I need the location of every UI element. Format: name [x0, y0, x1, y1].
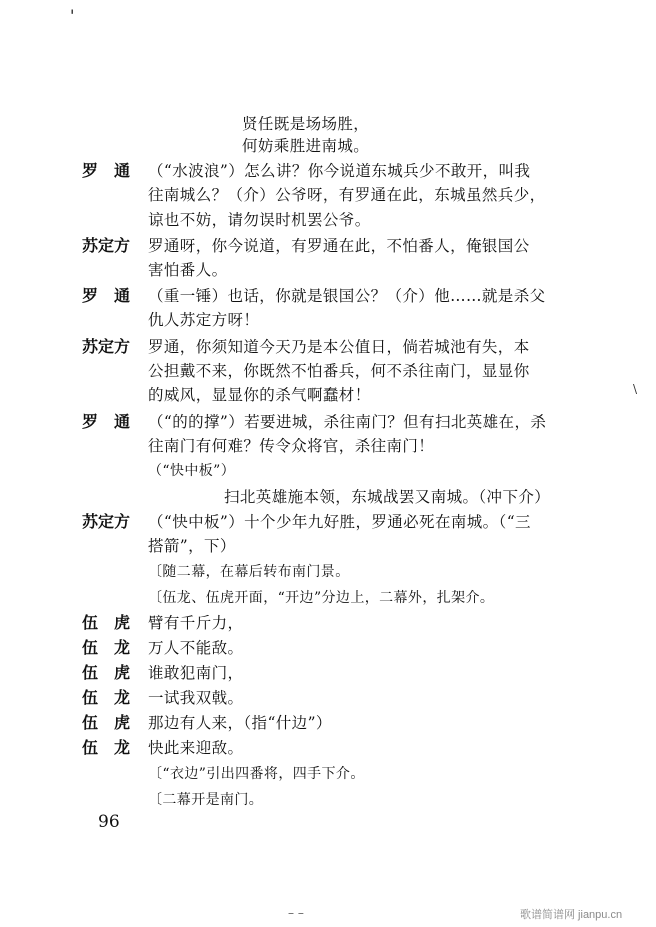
stage-direction: 〔随二幕，在幕后转布南门景。	[148, 564, 350, 580]
dialogue-line: 往南门有何难？传令众将官，杀往南门！	[148, 437, 435, 455]
dialogue-line: 谁敢犯南门，	[148, 664, 244, 682]
speaker-name: 伍 龙	[82, 638, 131, 657]
dialogue-line: （“快中板”）十个少年九好胜，罗通必死在南城。（“三	[148, 513, 531, 531]
stage-direction: 〔二幕开是南门。	[148, 792, 264, 808]
speaker-name: 伍 虎	[82, 613, 131, 632]
dialogue-line: 害怕番人。	[148, 261, 228, 279]
dialogue-line: 仇人苏定方呀！	[148, 311, 260, 329]
dialogue-line: 快此来迎敌。	[148, 739, 244, 757]
dialogue-line: 罗通，你须知道今天乃是本公值日，倘若城池有失，本	[148, 338, 530, 356]
speaker-name: 苏定方	[82, 337, 131, 356]
dialogue-line: （重一锤）也话，你就是银国公？（介）他……就是杀父	[148, 287, 546, 305]
dialogue-line: 一试我双戟。	[148, 689, 244, 707]
dialogue-line: 那边有人来，（指“什边”）	[148, 714, 332, 732]
speaker-name: 伍 龙	[82, 738, 131, 757]
dialogue-line: 臂有千斤力，	[148, 614, 244, 632]
speaker-name: 伍 虎	[82, 663, 131, 682]
speaker-name: 罗 通	[82, 161, 131, 180]
dialogue-line: 万人不能敌。	[148, 639, 244, 657]
page-number: 96	[98, 812, 120, 832]
stage-direction: 〔“衣边”引出四番将，四手下介。	[148, 766, 365, 782]
dialogue-line: 往南城么？（介）公爷呀，有罗通在此，东城虽然兵少，	[148, 186, 546, 204]
speaker-name: 罗 通	[82, 412, 131, 431]
speaker-name: 罗 通	[82, 286, 131, 305]
dialogue-line: 搭箭”，下）	[148, 537, 236, 555]
dialogue-line: 罗通呀，你今说道，有罗通在此，不怕番人，俺银国公	[148, 237, 530, 255]
speaker-name: 伍 龙	[82, 688, 131, 707]
right-margin-mark: \	[633, 382, 638, 396]
dialogue-line: 的威风，显显你的杀气啊蠢材！	[148, 386, 371, 404]
top-mark: '	[70, 6, 75, 25]
verse-line: 何妨乘胜进南城。	[242, 137, 370, 155]
stage-direction: （“快中板”）	[148, 463, 236, 479]
watermark: 歌谱简谱网 jianpu.cn	[520, 909, 623, 921]
verse-line: 扫北英雄施本领，东城战罢又南城。（冲下介）	[224, 488, 551, 506]
dialogue-line: 公担戴不来，你既然不怕番兵，何不杀往南门，显显你	[148, 362, 530, 380]
verse-line: 贤任既是场场胜，	[242, 115, 370, 133]
dialogue-line: （“的的撑”）若要进城，杀往南门？但有扫北英雄在，杀	[148, 413, 547, 431]
dialogue-line: 谅也不妨，请勿误时机罢公爷。	[148, 211, 371, 229]
stage-direction: 〔伍龙、伍虎开面，“开边”分边上，二幕外，扎架介。	[148, 590, 495, 606]
bottom-marks: – –	[288, 906, 304, 920]
dialogue-line: （“水波浪”）怎么讲？你今说道东城兵少不敢开，叫我	[148, 162, 531, 180]
speaker-name: 苏定方	[82, 236, 131, 255]
speaker-name: 苏定方	[82, 512, 131, 531]
speaker-name: 伍 虎	[82, 713, 131, 732]
